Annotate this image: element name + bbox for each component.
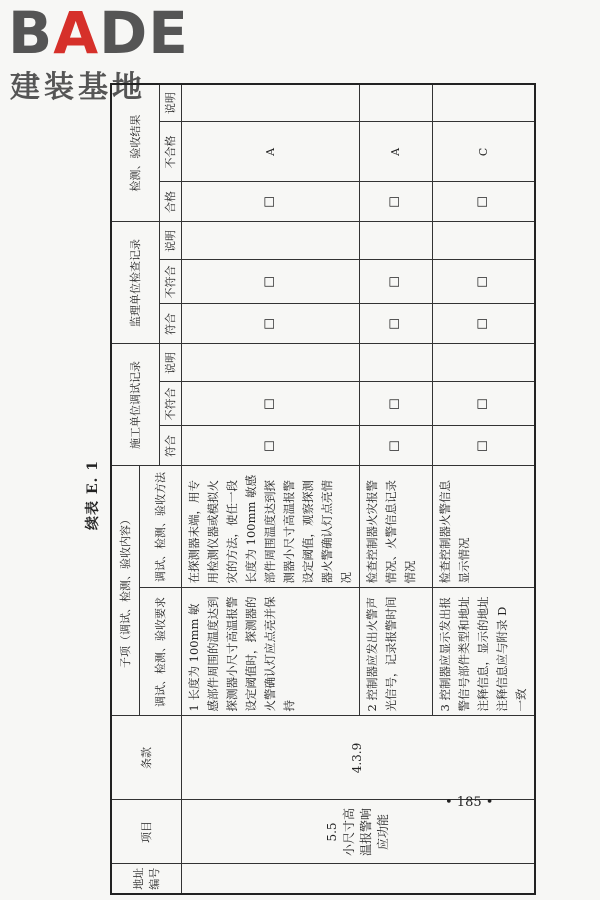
- header-subitem: 子项（调试、检测、验收内容）: [111, 466, 139, 716]
- construction-ok-checkbox[interactable]: ☐: [432, 426, 535, 466]
- supervision-note-cell: [359, 222, 432, 260]
- supervision-not-ok-checkbox[interactable]: ☐: [359, 260, 432, 304]
- construction-not-ok-checkbox[interactable]: ☐: [432, 382, 535, 426]
- construction-not-ok-checkbox[interactable]: ☐: [181, 382, 359, 426]
- method-cell: 在探测器末端，用专用检测仪器或模拟火灾的方法，使任一段长度为 100mm 敏感部件周围温度达到探测器小尺寸高温报警设定阈值，观察探测器火警确认灯点亮情况: [181, 466, 359, 588]
- rotated-page-content: [85, 92, 528, 895]
- header-not-ok: 不符合: [159, 260, 181, 304]
- inspection-result-code: C: [432, 122, 535, 182]
- construction-note-cell: [181, 344, 359, 382]
- header-construction: 施工单位调试记录: [111, 344, 159, 466]
- table-caption: 续表 E. 1: [85, 459, 101, 531]
- supervision-not-ok-checkbox[interactable]: ☐: [181, 260, 359, 304]
- inspection-result-code: A: [359, 122, 432, 182]
- header-inspection: 检测、验收结果: [111, 84, 159, 222]
- header-note: 说明: [159, 84, 181, 122]
- header-ok: 符合: [159, 426, 181, 466]
- address-code-cell: [181, 864, 535, 894]
- supervision-ok-checkbox[interactable]: ☐: [359, 304, 432, 344]
- header-sub-method: 调试、检测、验收方法: [139, 466, 181, 588]
- inspection-qualified-checkbox[interactable]: ☐: [181, 182, 359, 222]
- header-project: 项目: [111, 800, 181, 864]
- inspection-table: [110, 83, 536, 895]
- header-note: 说明: [159, 344, 181, 382]
- header-ok: 符合: [159, 304, 181, 344]
- table-row: [181, 84, 359, 894]
- supervision-ok-checkbox[interactable]: ☐: [181, 304, 359, 344]
- logo-wordmark: BADE: [8, 0, 189, 67]
- method-cell: 检查控制器火警信息显示情况: [432, 466, 535, 588]
- inspection-qualified-checkbox[interactable]: ☐: [432, 182, 535, 222]
- header-note: 说明: [159, 222, 181, 260]
- construction-not-ok-checkbox[interactable]: ☐: [359, 382, 432, 426]
- method-cell: 检查控制器火灾报警情况、火警信息记录情况: [359, 466, 432, 588]
- inspection-note-cell: [359, 84, 432, 122]
- requirement-cell: 3 控制器应显示发出报警信号部件类型和地址注释信息，显示的地址注释信息应与附录 D 一致: [432, 588, 535, 716]
- inspection-qualified-checkbox[interactable]: ☐: [359, 182, 432, 222]
- logo-subtitle: 建装基地: [10, 70, 146, 105]
- construction-ok-checkbox[interactable]: ☐: [181, 426, 359, 466]
- header-clause: 条款: [111, 716, 181, 800]
- header-unqualified: 不合格: [159, 122, 181, 182]
- supervision-note-cell: [432, 222, 535, 260]
- project-name: 小尺寸高温报警响应功能: [341, 808, 390, 857]
- requirement-cell: 2 控制器应发出火警声光信号，记录报警时间: [359, 588, 432, 716]
- header-sub-req: 调试、检测、验收要求: [139, 588, 181, 716]
- inspection-note-cell: [432, 84, 535, 122]
- clause-cell: 4.3.9: [181, 716, 535, 800]
- construction-note-cell: [359, 344, 432, 382]
- requirement-cell: 1 长度为 100mm 敏感部件周围的温度达到探测器小尺寸高温报警设定阈值时，探测器的火警确认灯应点亮并保持: [181, 588, 359, 716]
- construction-ok-checkbox[interactable]: ☐: [359, 426, 432, 466]
- supervision-not-ok-checkbox[interactable]: ☐: [432, 260, 535, 304]
- inspection-result-code: A: [181, 122, 359, 182]
- header-address-code: 地址编号: [111, 864, 181, 894]
- project-number: 5.5: [324, 822, 339, 842]
- page-number: • 185 •: [445, 795, 494, 810]
- supervision-ok-checkbox[interactable]: ☐: [432, 304, 535, 344]
- supervision-note-cell: [181, 222, 359, 260]
- header-not-ok: 不符合: [159, 382, 181, 426]
- inspection-note-cell: [181, 84, 359, 122]
- header-row-1: [111, 84, 139, 894]
- header-qualified: 合格: [159, 182, 181, 222]
- header-supervision: 监理单位检查记录: [111, 222, 159, 344]
- construction-note-cell: [432, 344, 535, 382]
